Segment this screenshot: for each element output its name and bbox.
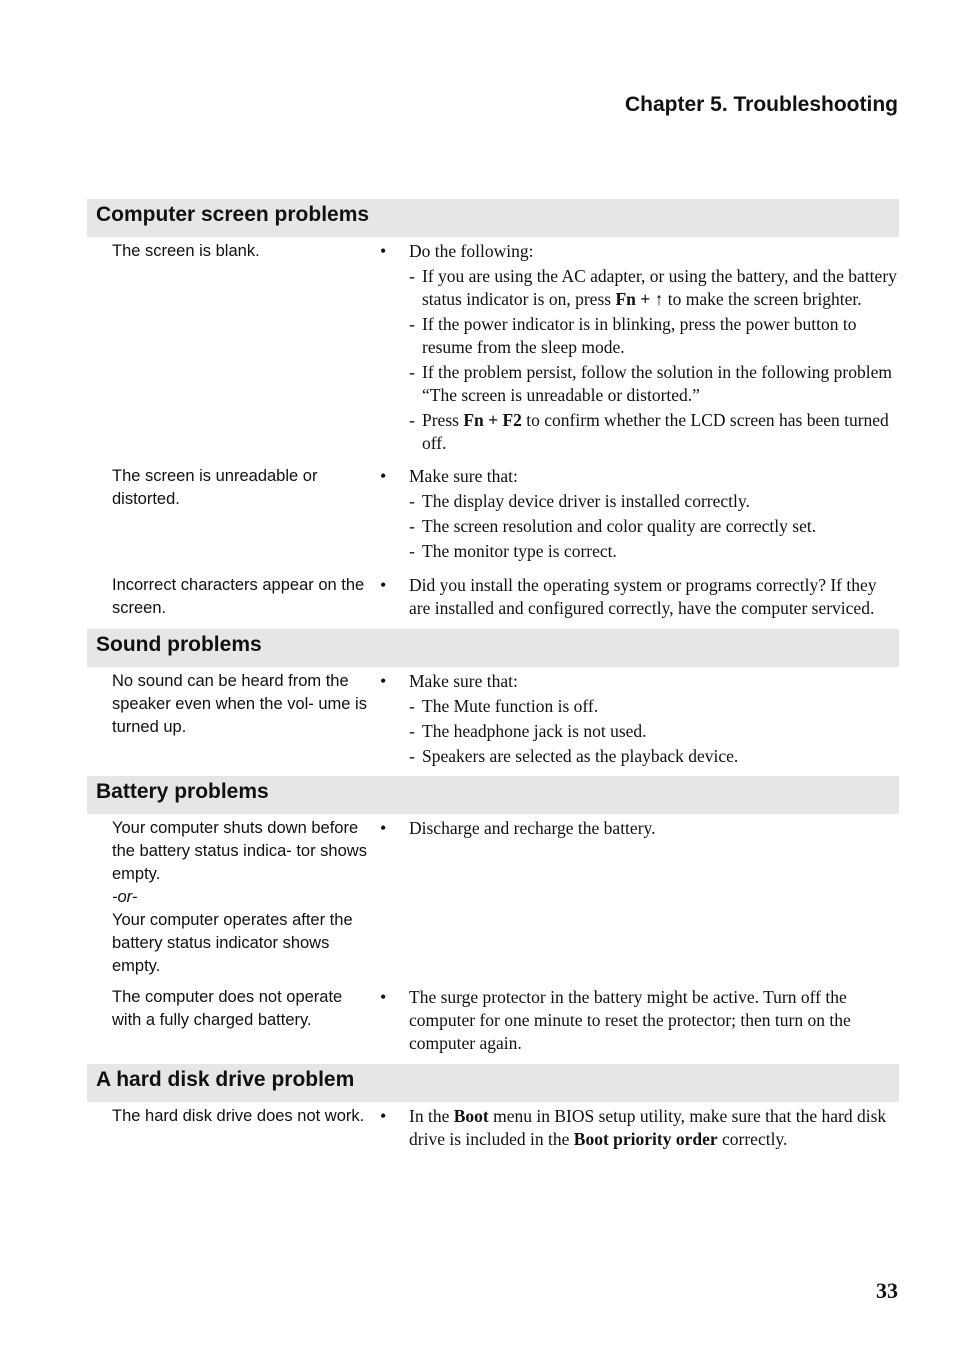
table-row (87, 240, 899, 455)
dash-icon: - (409, 721, 415, 741)
list-item: - Press Fn + F2 to confirm whether the LCD screen has been turned off. (409, 410, 889, 453)
dash-icon: - (409, 362, 415, 382)
list-item: - If the power indicator is in blinking, press the power button to resume from the sleep mode. (409, 314, 857, 357)
problem-text: The screen is blank. (112, 242, 260, 260)
dash-icon: - (409, 314, 415, 334)
section-heading-screen: Computer screen problems (87, 199, 899, 237)
problem-text: The computer does not operate with a fully charged battery. (112, 988, 343, 1029)
table-row (87, 817, 899, 986)
table-row (87, 465, 899, 563)
solution-text: Discharge and recharge the battery. (409, 818, 656, 838)
solution-lead: Do the following: (409, 241, 534, 261)
problem-text: Incorrect characters appear on the screen. (112, 576, 365, 617)
dash-icon: - (409, 696, 415, 716)
dash-icon: - (409, 491, 415, 511)
list-item: - The headphone jack is not used. (409, 721, 647, 741)
solution-text (409, 240, 899, 455)
list-item: - The monitor type is correct. (409, 541, 617, 561)
solution-text: In the Boot menu in BIOS setup utility, make sure that the hard disk drive is included in the Boot priority order correctly. (409, 1106, 887, 1149)
bullet-icon: • (380, 987, 387, 1007)
section-heading-hdd: A hard disk drive problem (87, 1064, 899, 1102)
dash-icon: - (409, 266, 415, 286)
section-heading-battery: Battery problems (87, 776, 899, 814)
page-number: 33 (876, 1278, 898, 1303)
list-item: - Speakers are selected as the playback device. (409, 746, 739, 766)
section-heading-sound: Sound problems (87, 629, 899, 667)
dash-icon: - (409, 746, 415, 766)
chapter-title: Chapter 5. Troubleshooting (624, 93, 898, 116)
bullet-icon: • (380, 466, 387, 486)
bullet-icon: • (380, 1106, 387, 1126)
problem-text: No sound can be heard from the speaker even when the vol- ume is turned up. (112, 672, 367, 736)
troubleshooting-tables (87, 199, 899, 1151)
bullet-icon: • (380, 671, 387, 691)
up-arrow-icon: ↑ (654, 289, 664, 309)
bullet-icon: • (380, 241, 387, 261)
list-item: - The screen resolution and color quality are correctly set. (409, 516, 817, 536)
solution-text (409, 670, 899, 768)
list-item: - If the problem persist, follow the solution in the following problem “The screen is unreadable or distorted.” (409, 362, 892, 405)
solution-text: Did you install the operating system or programs correctly? If they are installed and configured correctly, have the computer serviced. (409, 575, 877, 618)
list-item: - If you are using the AC adapter, or using the battery, and the battery status indicator is on, press Fn + ↑ to make the screen brighter. (409, 266, 897, 309)
dash-icon: - (409, 541, 415, 561)
problem-text: Your computer shuts down before the battery status indica- tor shows empty. -or- Your computer operates after the battery status indicator shows empty. (112, 819, 367, 975)
problem-text: The screen is unreadable or distorted. (112, 467, 318, 508)
table-row (87, 1105, 899, 1151)
table-row (87, 986, 899, 1055)
solution-lead: Make sure that: (409, 671, 518, 691)
bullet-icon: • (380, 575, 387, 595)
table-row (87, 670, 899, 768)
solution-text: The surge protector in the battery might be active. Turn off the computer for one minute to reset the protector; then turn on the computer again. (409, 987, 851, 1053)
bullet-icon: • (380, 818, 387, 838)
dash-icon: - (409, 410, 415, 430)
list-item: - The display device driver is installed correctly. (409, 491, 750, 511)
list-item: - The Mute function is off. (409, 696, 599, 716)
solution-lead: Make sure that: (409, 466, 518, 486)
dash-icon: - (409, 516, 415, 536)
problem-text: The hard disk drive does not work. (112, 1107, 365, 1125)
table-row (87, 574, 899, 620)
solution-text (409, 465, 899, 563)
